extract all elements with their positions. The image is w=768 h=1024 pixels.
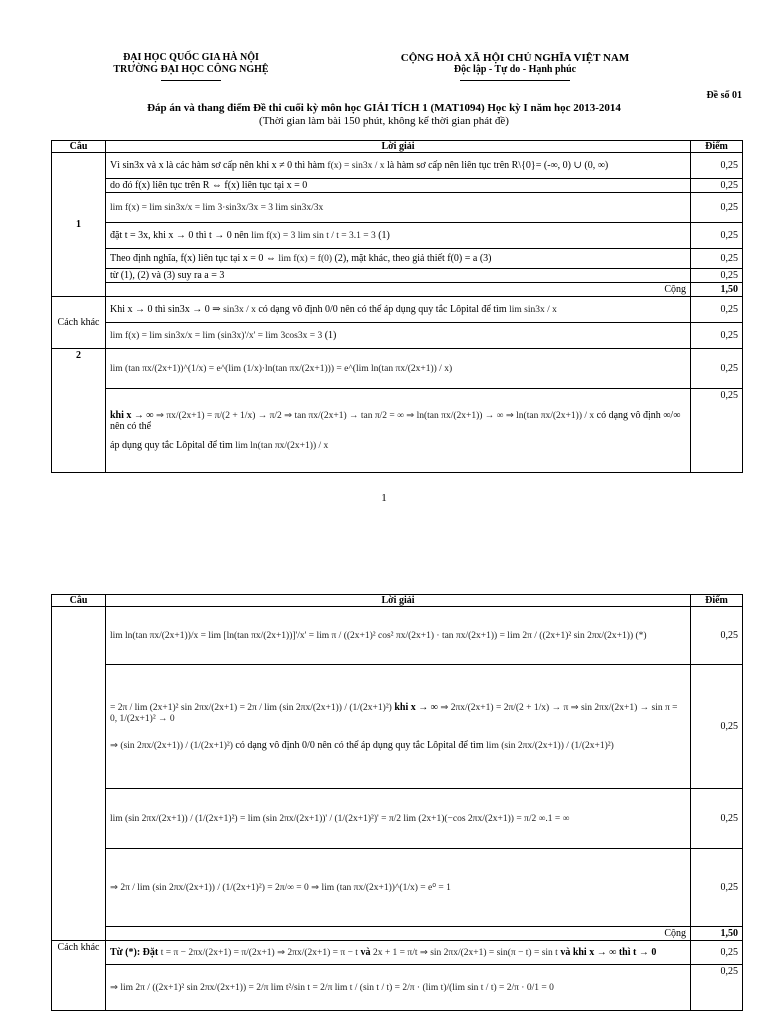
- col-header-question: Câu: [52, 141, 106, 153]
- math-expression: sin3x / x: [223, 305, 256, 315]
- total-value: 1,50: [691, 927, 743, 941]
- table-row: [52, 965, 743, 1011]
- table-row: [52, 849, 743, 927]
- solution-text: Theo định nghĩa, f(x) liên tục tại x = 0 ⇔: [110, 253, 276, 264]
- table-row: [52, 249, 743, 269]
- total-row: [52, 283, 743, 297]
- score-cell: 0,25: [691, 941, 743, 965]
- solution-text: (1): [324, 330, 337, 341]
- math-expression: lim f(x) = 3 lim sin t / t = 3.1 = 3: [251, 231, 376, 241]
- solution-cell: [106, 789, 691, 849]
- solution-cell: [106, 349, 691, 389]
- score-cell: 0,25: [691, 297, 743, 323]
- solution-cell: [106, 223, 691, 249]
- math-expression: f(x) = sin3x / x: [327, 161, 385, 171]
- score-cell: 0,25: [691, 249, 743, 269]
- solution-text: (1): [378, 230, 390, 241]
- table-row: [52, 269, 743, 283]
- table-row: [52, 389, 743, 473]
- table-row: [52, 179, 743, 193]
- total-label: Cộng: [106, 283, 691, 297]
- table-row: [52, 323, 743, 349]
- solution-cell: [106, 323, 691, 349]
- math-expression: lim f(x) = lim sin3x/x = lim 3·sin3x/3x = 3 lim sin3x/3x: [110, 203, 324, 213]
- header-underline-right: [460, 80, 570, 81]
- solution-cell: [106, 389, 691, 473]
- math-expression: ⇒ πx/(2x+1) = π/(2 + 1/x) → π/2 ⇒ tan πx/(2x+1) → tan π/2 = ∞ ⇒ ln(tan πx/(2x+1)) → ∞ ⇒ ln(tan πx/(2x+1)) / x: [156, 411, 595, 421]
- solution-text: và khi x → ∞ thì t → 0: [560, 947, 657, 958]
- table-row: [52, 223, 743, 249]
- col-header-score: Điểm: [691, 141, 743, 153]
- math-expression: ⇒ 2π / lim (sin 2πx/(2x+1)) / (1/(2x+1)²) = 2π/∞ = 0 ⇒ lim (tan πx/(2x+1))^(1/x) = e⁰ = 1: [110, 883, 451, 893]
- col-header-solution: Lời giải: [106, 595, 691, 607]
- table-row: [52, 349, 743, 389]
- solution-text: (2), mặt khác, theo giả thiết f(0) = a (3): [334, 253, 492, 264]
- solution-cell: [106, 193, 691, 223]
- math-expression: lim ln(tan πx/(2x+1)) / x: [235, 441, 329, 451]
- score-cell: 0,25: [691, 665, 743, 789]
- question-1-label: 1: [52, 153, 106, 297]
- solution-cell: [106, 849, 691, 927]
- solution-cell: [106, 249, 691, 269]
- solution-text: đặt t = 3x, khi x → 0 thì t → 0 nên: [110, 230, 249, 241]
- document-subtitle: (Thời gian làm bài 150 phút, không kể thời gian phát đề): [259, 115, 509, 127]
- score-cell: 0,25: [691, 349, 743, 389]
- table-row: [52, 941, 743, 965]
- table-header-row: [52, 595, 743, 607]
- score-cell: 0,25: [691, 179, 743, 193]
- solution-cell: [106, 297, 691, 323]
- solution-text: có dạng vô định 0/0 nên có thể áp dụng quy tắc Lôpital để tìm: [235, 740, 484, 751]
- alternative-label: Cách khác: [52, 297, 106, 349]
- math-expression: 2x + 1 = π/t ⇒ sin 2πx/(2x+1) = sin(π − t) = sin t: [372, 948, 558, 958]
- score-cell: 0,25: [691, 965, 743, 1011]
- math-expression: ⇒ 2πx/(2x+1) = 2π/(2 + 1/x) → π ⇒ sin 2πx/(2x+1) → sin π = 0, 1/(2x+1)² → 0: [110, 703, 678, 724]
- score-cell: 0,25: [691, 223, 743, 249]
- table-row: [52, 789, 743, 849]
- solution-text: áp dụng quy tắc Lôpital để tìm: [110, 440, 233, 451]
- total-value: 1,50: [691, 283, 743, 297]
- solution-text: là hàm sơ cấp nên liên tục trên R\{0}= (-∞, 0) ∪ (0, ∞): [386, 160, 609, 171]
- solution-text: có dạng vô định 0/0 nên có thể áp dụng quy tắc Lôpital để tìm: [258, 304, 507, 315]
- answer-table-page1: [51, 140, 743, 473]
- school-name: TRƯỜNG ĐẠI HỌC CÔNG NGHỆ: [113, 64, 269, 75]
- col-header-score: Điểm: [691, 595, 743, 607]
- exam-number: Đề số 01: [706, 90, 742, 101]
- solution-cell: [106, 153, 691, 179]
- math-expression: lim sin3x / x: [509, 305, 557, 315]
- solution-text: từ (1), (2) và (3) suy ra a = 3: [106, 269, 691, 283]
- solution-cell: [106, 941, 691, 965]
- score-cell: 0,25: [691, 323, 743, 349]
- solution-text: Vì sin3x và x là các hàm sơ cấp nên khi x ≠ 0 thì hàm: [110, 160, 325, 171]
- math-expression: t = π − 2πx/(2x+1) = π/(2x+1) ⇒ 2πx/(2x+1) = π − t: [160, 948, 358, 958]
- math-expression: lim f(x) = lim sin3x/x = lim (sin3x)'/x' = lim 3cos3x = 3: [110, 331, 323, 341]
- solution-text: khi x → ∞: [394, 702, 438, 713]
- header-underline-left: [161, 80, 221, 81]
- score-cell: 0,25: [691, 607, 743, 665]
- solution-cell: [106, 965, 691, 1011]
- score-cell: 0,25: [691, 269, 743, 283]
- solution-text: và: [360, 947, 371, 958]
- total-row: [52, 927, 743, 941]
- country-header: [380, 52, 650, 81]
- solution-cell: [106, 607, 691, 665]
- country-name: CỘNG HOÀ XÃ HỘI CHỦ NGHĨA VIỆT NAM: [400, 52, 630, 64]
- table-row: [52, 665, 743, 789]
- math-expression: ⇒ (sin 2πx/(2x+1)) / (1/(2x+1)²): [110, 741, 233, 751]
- table-row: [52, 193, 743, 223]
- question-2-label: 2: [52, 349, 106, 473]
- solution-text: khi x → ∞: [110, 410, 154, 421]
- score-cell: 0,25: [691, 153, 743, 179]
- solution-text: có dạng vô định ∞/∞ nên có thể: [110, 410, 681, 432]
- score-cell: 0,25: [691, 849, 743, 927]
- math-expression: ⇒ lim 2π / ((2x+1)² sin 2πx/(2x+1)) = 2/π lim t²/sin t = 2/π lim t / (sin t / t) = 2/π · (lim t)/(lim sin t / t) = 2/π · 0/1 = 0: [110, 983, 554, 993]
- document-title: Đáp án và thang điểm Đề thi cuối kỳ môn học GIẢI TÍCH 1 (MAT1094) Học kỳ I năm học 2013-2014: [147, 102, 621, 114]
- table-row: [52, 153, 743, 179]
- table-header-row: [52, 141, 743, 153]
- math-expression: lim (sin 2πx/(2x+1)) / (1/(2x+1)²) = lim (sin 2πx/(2x+1))' / (1/(2x+1)²)' = π/2 lim (2x+1)(−cos 2πx/(2x+1)) = π/2 ∞.1 = ∞: [110, 814, 570, 824]
- math-expression: = 2π / lim (2x+1)² sin 2πx/(2x+1) = 2π / lim (sin 2πx/(2x+1)) / (1/(2x+1)²): [110, 703, 392, 713]
- question-cell-empty: [52, 607, 106, 941]
- solution-cell: [106, 665, 691, 789]
- answer-table-page2: [51, 594, 743, 1011]
- score-cell: 0,25: [691, 193, 743, 223]
- math-expression: lim ln(tan πx/(2x+1))/x = lim [ln(tan πx/(2x+1))]'/x' = lim π / ((2x+1)² cos² πx/(2x+1) · tan πx/(2x+1)) = lim 2π / ((2x+1)² sin 2πx/(2x+1)) (*): [110, 631, 647, 641]
- math-expression: lim (tan πx/(2x+1))^(1/x) = e^(lim (1/x)·ln(tan πx/(2x+1))) = e^(lim ln(tan πx/(2x+1)) / x): [110, 364, 453, 374]
- table-row: [52, 297, 743, 323]
- solution-text: Khi x → 0 thì sin3x → 0 ⇒: [110, 304, 221, 315]
- solution-text: do đó f(x) liên tục trên R ⇔ f(x) liên tục tại x = 0: [106, 179, 691, 193]
- total-label: Cộng: [106, 927, 691, 941]
- university-name: ĐẠI HỌC QUỐC GIA HÀ NỘI: [123, 52, 259, 63]
- score-cell: 0,25: [691, 389, 743, 473]
- col-header-solution: Lời giải: [106, 141, 691, 153]
- page-number: 1: [381, 492, 387, 504]
- country-motto: Độc lập - Tự do - Hạnh phúc: [453, 64, 577, 75]
- alternative-label: Cách khác: [52, 941, 106, 1011]
- university-header: [96, 52, 286, 81]
- solution-text: Từ (*): Đặt: [110, 947, 159, 958]
- col-header-question: Câu: [52, 595, 106, 607]
- math-expression: lim f(x) = f(0): [278, 254, 333, 264]
- math-expression: lim (sin 2πx/(2x+1)) / (1/(2x+1)²): [486, 741, 614, 751]
- score-cell: 0,25: [691, 789, 743, 849]
- table-row: [52, 607, 743, 665]
